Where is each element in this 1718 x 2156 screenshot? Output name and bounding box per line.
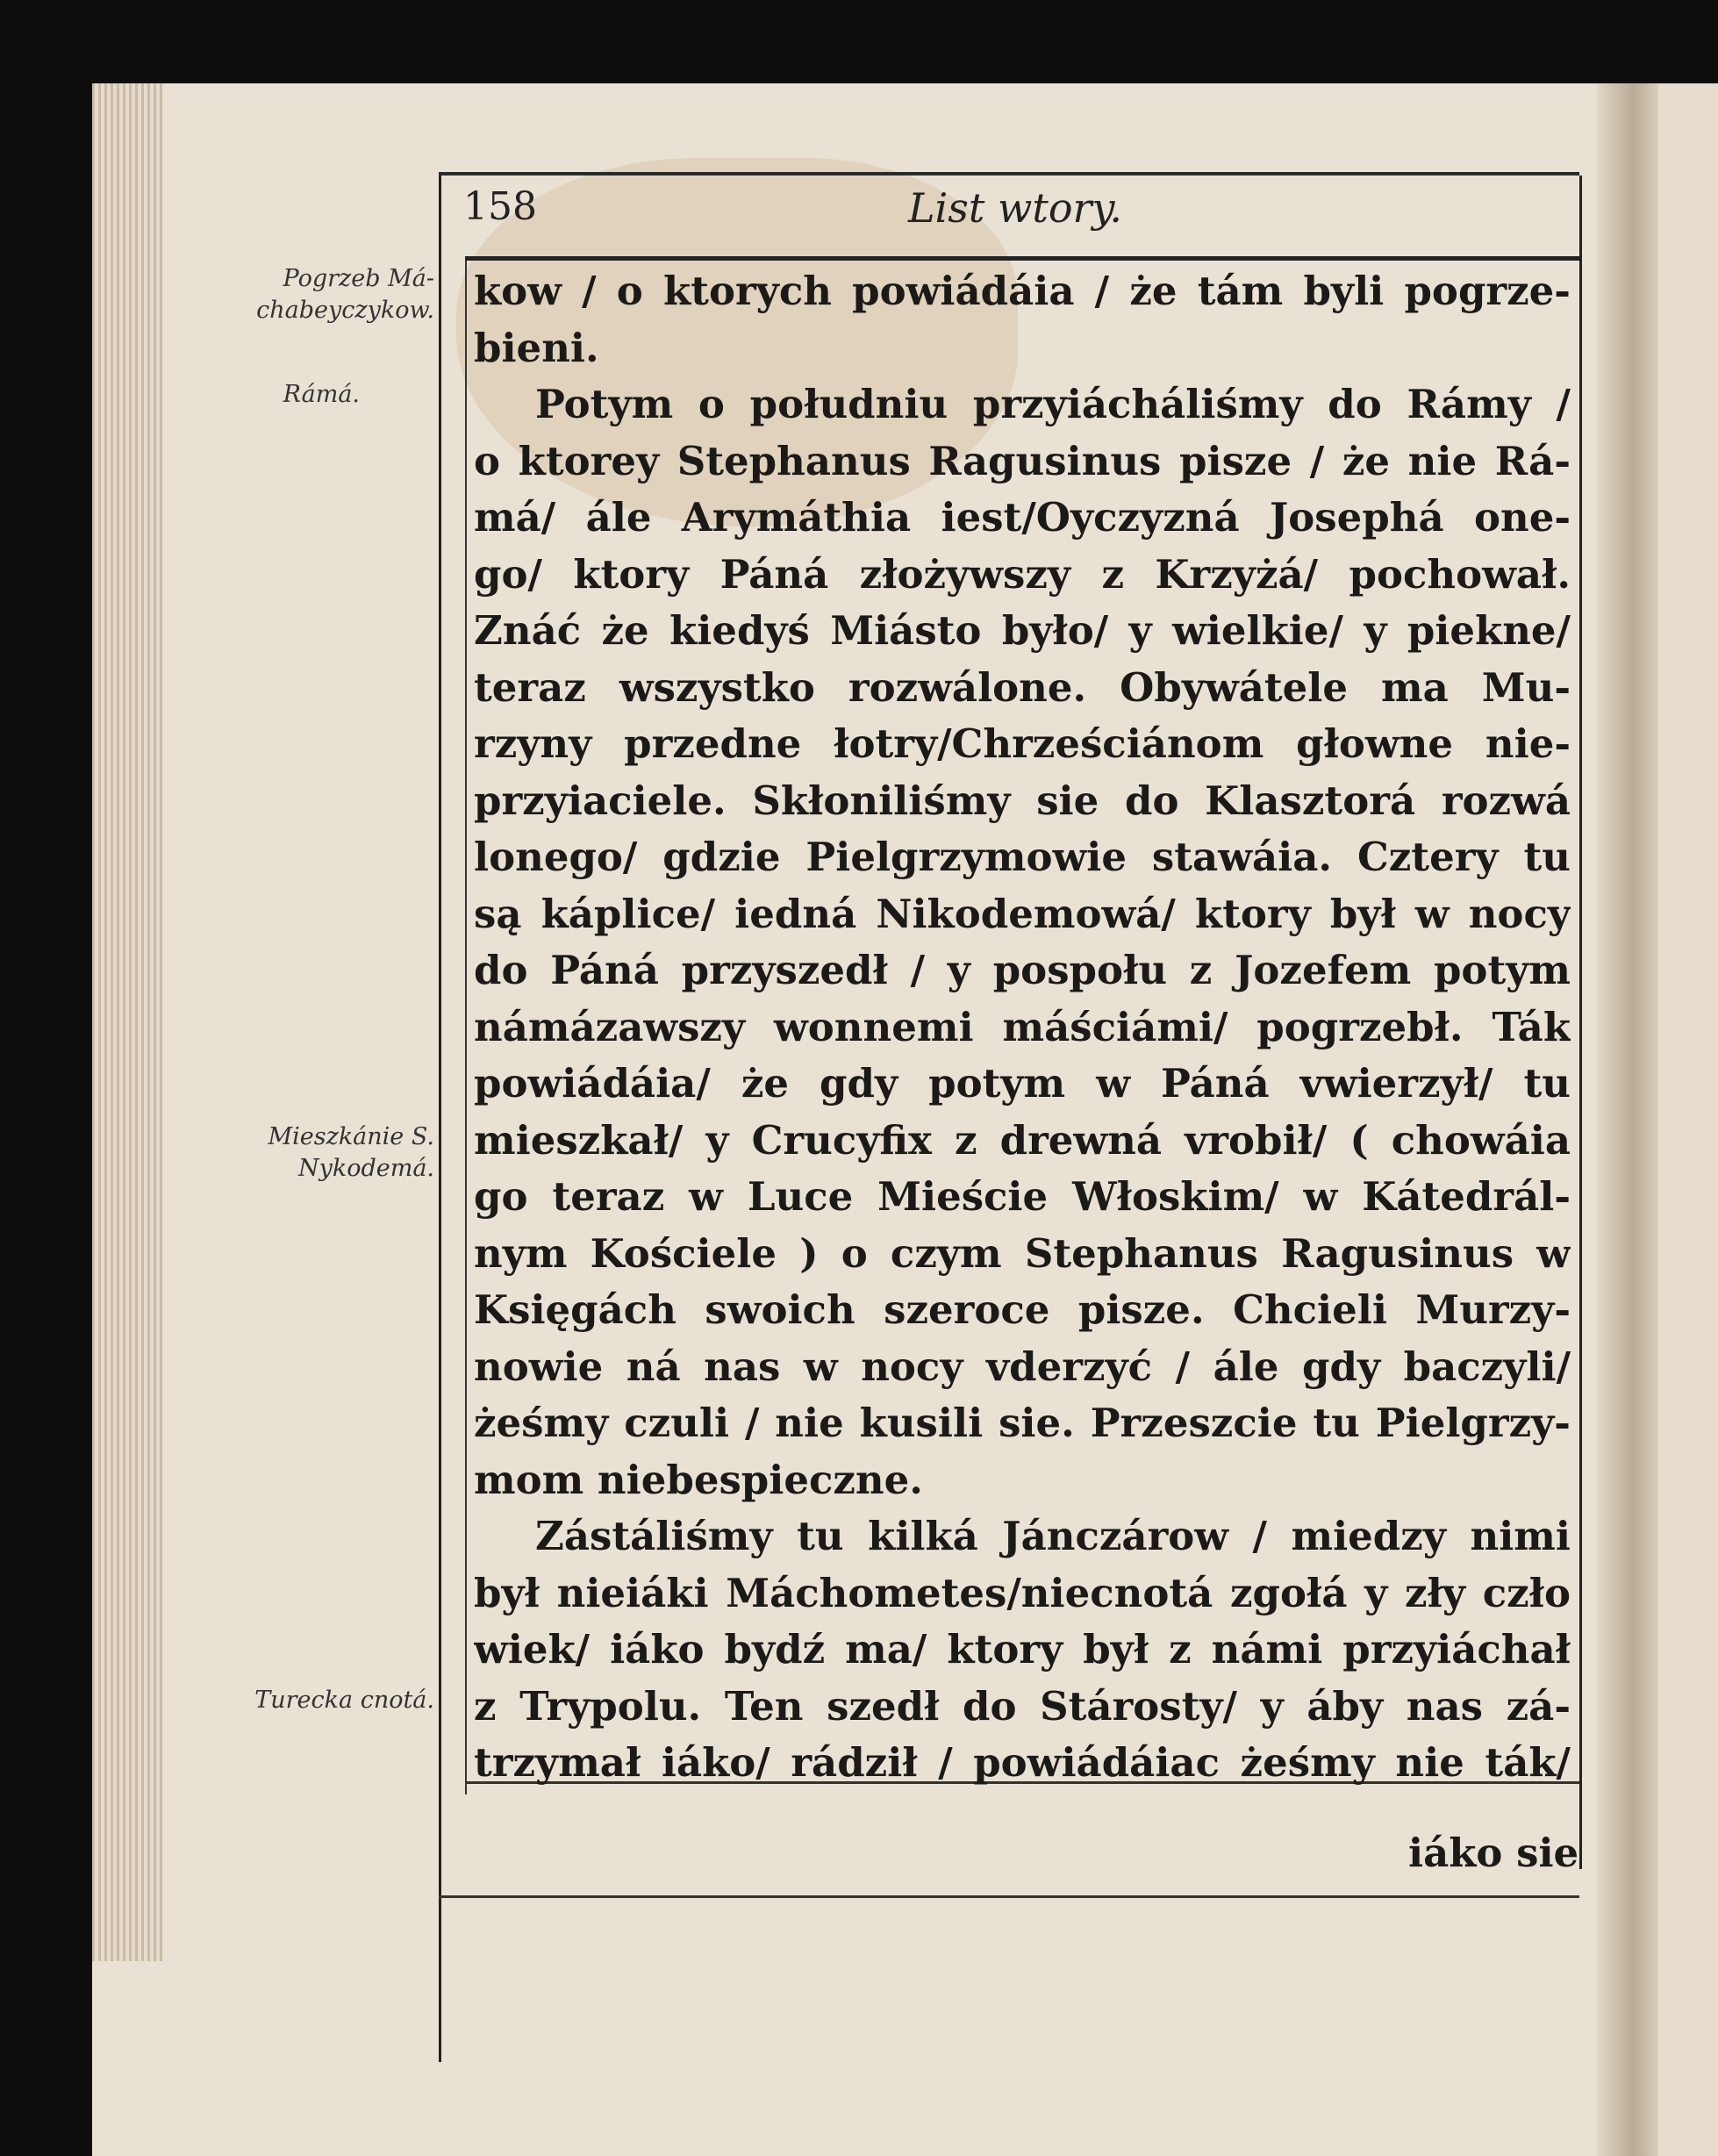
facing-page bbox=[1658, 83, 1718, 2156]
text-line: námázawszy wonnemi máściámi/ pogrzebł. Ták bbox=[474, 1003, 1571, 1050]
catchword: iáko sie bbox=[1408, 1830, 1579, 1876]
text-line: o ktorey Stephanus Ragusinus pisze / że nie Rá- bbox=[474, 437, 1571, 484]
margin-note bbox=[171, 1121, 434, 1185]
frame-top-rule bbox=[439, 172, 1579, 175]
text-line: trzymał iáko/ rádził / powiádáiac żeśmy nie ták/ bbox=[474, 1739, 1571, 1786]
text-line: teraz wszystko rozwálone. Obywátele ma Mu- bbox=[474, 663, 1571, 711]
text-line: powiádáia/ że gdy potym w Páná vwierzył/ tu bbox=[474, 1060, 1571, 1107]
text-line: rzyny przedne łotry/Chrześciánom głowne nie- bbox=[474, 720, 1571, 767]
text-line: kow / o ktorych powiádáia / że tám byli pogrze- bbox=[474, 268, 1571, 314]
text-line: lonego/ gdzie Pielgrzymowie stawáia. Cztery tu bbox=[474, 834, 1571, 880]
text-line: był nieiáki Máchometes/niecnotá zgołá y zły czło bbox=[474, 1569, 1571, 1616]
text-line: przyiaciele. Skłoniliśmy sie do Klasztorá rozwá bbox=[474, 777, 1571, 824]
text-left-rule bbox=[465, 259, 467, 1794]
text-line: Potym o południu przyiácháliśmy do Rámy / bbox=[535, 381, 1571, 427]
margin-note-line: Pogrzeb Má- bbox=[283, 265, 434, 292]
book-gutter bbox=[1597, 83, 1658, 2156]
body-text bbox=[474, 263, 1571, 1792]
text-line: nym Kościele ) o czym Stephanus Ragusinus w bbox=[474, 1229, 1571, 1277]
text-line: má/ ále Arymáthia iest/Oyczyzná Josephá one- bbox=[474, 494, 1571, 541]
margin-note bbox=[171, 1685, 434, 1716]
text-line: Zástáliśmy tu kilká Jánczárow / miedzy nimi bbox=[535, 1513, 1571, 1559]
text-line: bieni. bbox=[474, 324, 599, 371]
text-line: mom niebespieczne. bbox=[474, 1456, 923, 1503]
margin-note-line: Nykodemá. bbox=[297, 1155, 434, 1182]
margin-note bbox=[171, 263, 434, 326]
text-line: z Trypolu. Ten szedł do Stárosty/ y áby nas zá- bbox=[474, 1682, 1571, 1730]
text-line: Księgách swoich szeroce pisze. Chcieli Murzy- bbox=[474, 1286, 1571, 1333]
frame-bottom-rule bbox=[439, 1895, 1579, 1898]
margin-note-line: chabeyczykow. bbox=[256, 297, 434, 324]
margin-note bbox=[171, 379, 360, 411]
frame-left-rule bbox=[439, 175, 441, 2062]
text-line: go/ ktory Páná złożywszy z Krzyżá/ pochował. bbox=[474, 550, 1571, 598]
text-line: do Páná przyszedł / y pospołu z Jozefem potym bbox=[474, 947, 1571, 993]
text-line: wiek/ iáko bydź ma/ ktory był z námi przyiáchał bbox=[474, 1626, 1571, 1673]
page-edges bbox=[92, 83, 162, 1961]
frame-right-rule bbox=[1579, 175, 1582, 1869]
text-line: są káplice/ iedná Nikodemowá/ ktory był w nocy bbox=[474, 890, 1571, 937]
margin-note-line: Mieszkánie S. bbox=[268, 1123, 434, 1150]
text-line: Znáć że kiedyś Miásto było/ y wielkie/ y piekne/ bbox=[474, 607, 1571, 654]
margin-note-line: Rámá. bbox=[283, 381, 360, 408]
page-number: 158 bbox=[463, 184, 537, 229]
text-line: nowie ná nas w nocy vderzyć / ále gdy baczyli/ bbox=[474, 1343, 1571, 1390]
text-line: żeśmy czuli / nie kusili sie. Przeszcie tu Pielgrzy- bbox=[474, 1400, 1571, 1446]
running-head: List wtory. bbox=[908, 184, 1123, 232]
margin-note-line: Turecka cnotá. bbox=[254, 1687, 434, 1714]
text-line: go teraz w Luce Mieście Włoskim/ w Kátedrál- bbox=[474, 1173, 1571, 1220]
text-line: mieszkał/ y Crucyfix z drewná vrobił/ ( chowáia bbox=[474, 1116, 1571, 1164]
header-rule bbox=[465, 256, 1579, 261]
